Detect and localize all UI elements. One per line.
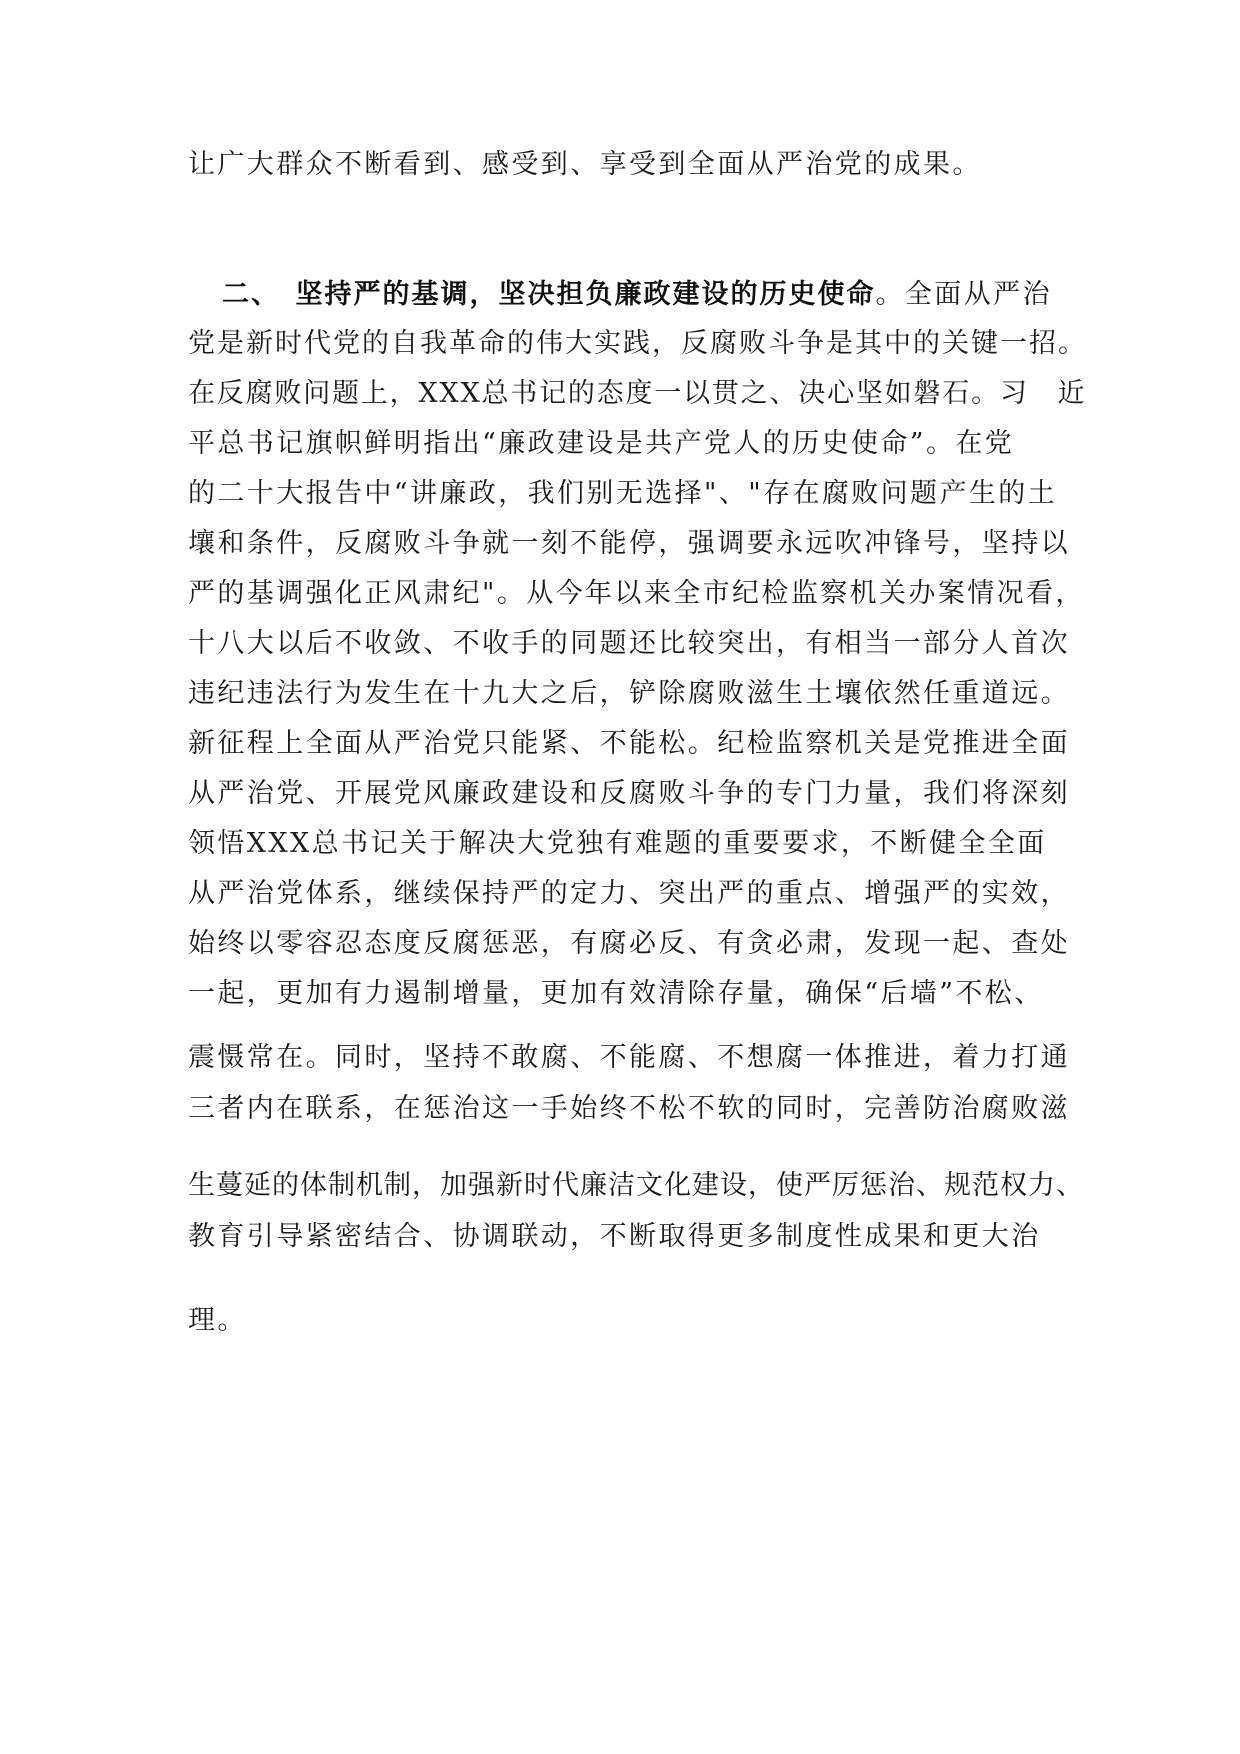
paragraph-line: 在反腐败问题上，XXX总书记的态度一以贯之、决心坚如磐石。习 近 bbox=[188, 378, 1087, 409]
paragraph-line: 壤和条件，反腐败斗争就一刻不能停，强调要永远吹冲锋号，坚持以 bbox=[188, 528, 1070, 559]
paragraph-line: 震慑常在。同时，坚持不敢腐、不能腐、不想腐一体推进，着力打通 bbox=[188, 1042, 1070, 1073]
paragraph-line: 违纪违法行为发生在十九大之后，铲除腐败滋生土壤依然任重道远。 bbox=[188, 678, 1070, 709]
paragraph-line: 新征程上全面从严治党只能紧、不能松。纪检监察机关是党推进全面 bbox=[188, 728, 1070, 759]
section-heading-line bbox=[222, 278, 1052, 312]
paragraph-line: 从严治党、开展党风廉政建设和反腐败斗争的专门力量，我们将深刻 bbox=[188, 778, 1070, 809]
paragraph-line: 始终以零容忍态度反腐惩恶，有腐必反、有贪必肃，发现一起、查处 bbox=[188, 928, 1070, 959]
paragraph-line: 党是新时代党的自我革命的伟大实践，反腐败斗争是其中的关键一招。 bbox=[188, 328, 1087, 359]
paragraph-line: 三者内在联系，在惩治这一手始终不松不软的同时，完善防治腐败滋 bbox=[188, 1093, 1070, 1124]
section-heading-tail: 。全面从严治 bbox=[875, 279, 1052, 310]
paragraph-line: 领悟XXX总书记关于解决大党独有难题的重要要求，不断健全全面 bbox=[188, 828, 1047, 859]
paragraph-line: 严的基调强化正风肃纪"。从今年以来全市纪检监察机关办案情况看， bbox=[188, 578, 1085, 609]
paragraph-line: 理。 bbox=[188, 1305, 247, 1336]
section-heading: 二、 坚持严的基调，坚决担负廉政建设的历史使命 bbox=[222, 279, 876, 310]
paragraph-line: 让广大群众不断看到、感受到、享受到全面从严治党的成果。 bbox=[188, 149, 982, 180]
paragraph-line: 十八大以后不收敛、不收手的同题还比较突出，有相当一部分人首次 bbox=[188, 628, 1070, 659]
paragraph-line: 从严治党体系，继续保持严的定力、突出严的重点、增强严的实效， bbox=[188, 878, 1070, 909]
paragraph-line: 生蔓延的体制机制，加强新时代廉洁文化建设，使严厉惩治、规范权力、 bbox=[188, 1170, 1084, 1201]
paragraph-line: 平总书记旗帜鲜明指出“廉政建设是共产党人的历史使命”。在党 bbox=[188, 428, 1015, 459]
paragraph-line: 一起，更加有力遏制增量，更加有效清除存量，确保“后墙”不松、 bbox=[188, 978, 1044, 1009]
paragraph-line: 教育引导紧密结合、协调联动，不断取得更多制度性成果和更大治 bbox=[188, 1221, 1041, 1252]
paragraph-line: 的二十大报告中“讲廉政，我们别无选择"、"存在腐败问题产生的土 bbox=[188, 478, 1058, 509]
